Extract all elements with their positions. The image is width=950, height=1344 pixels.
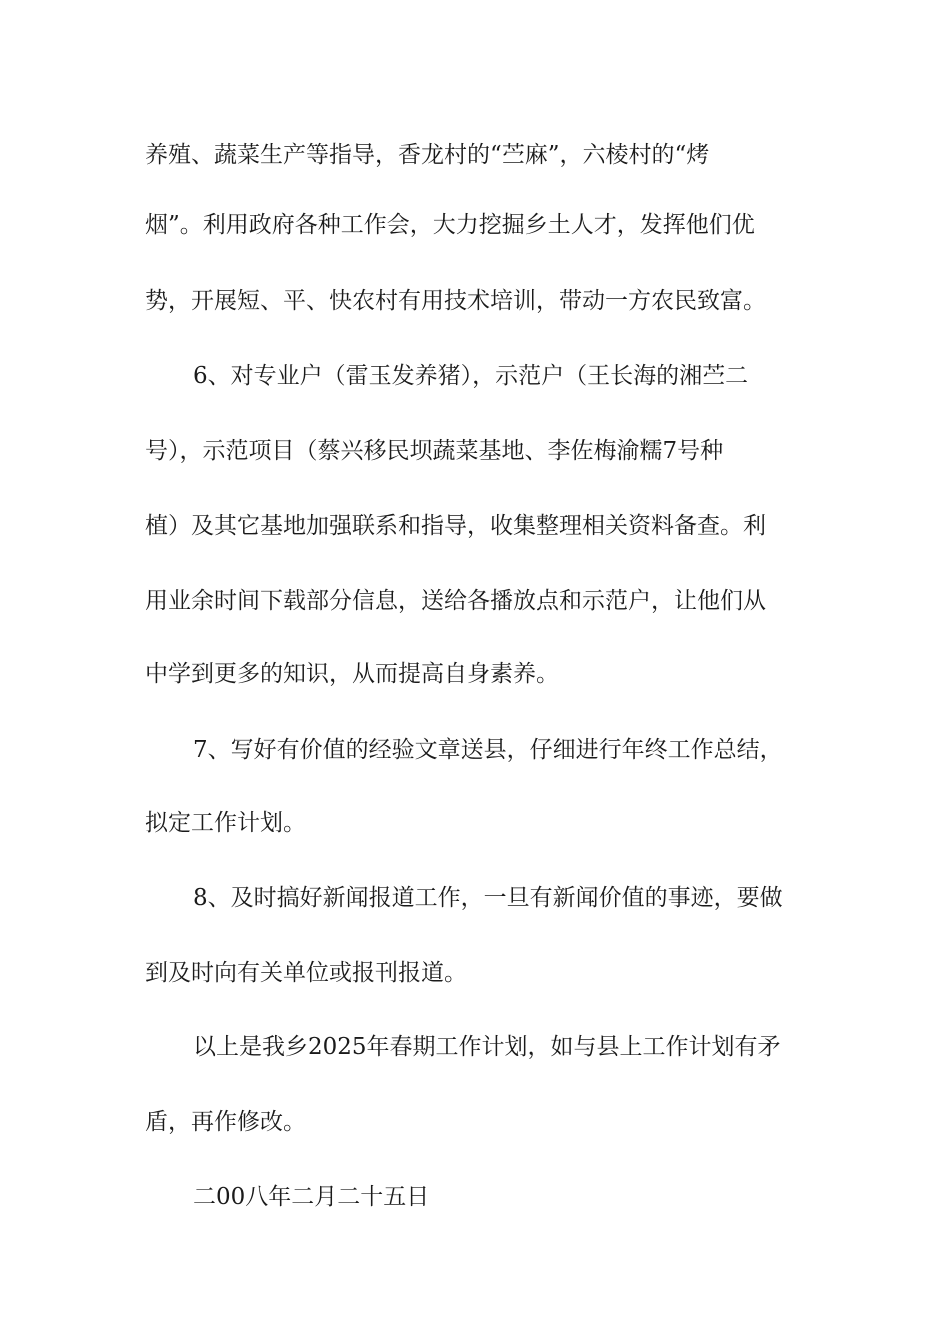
text-line: 养殖、蔬菜生产等指导，香龙村的“苎麻”，六棱村的“烤 — [145, 142, 710, 168]
text-line: 到及时向有关单位或报刊报道。 — [145, 960, 467, 986]
closing-paragraph-line: 以上是我乡2025年春期工作计划，如与县上工作计划有矛 — [193, 1034, 781, 1060]
paragraph-7-line: 7、写好有价值的经验文章送县，仔细进行年终工作总结， — [193, 737, 783, 763]
text-line: 用业余时间下载部分信息，送给各播放点和示范户，让他们从 — [145, 588, 766, 614]
text-line: 号），示范项目（蔡兴移民坝蔬菜基地、李佐梅渝糯7号种 — [145, 438, 724, 464]
text-line: 盾，再作修改。 — [145, 1109, 306, 1135]
text-line: 植）及其它基地加强联系和指导，收集整理相关资料备查。利 — [145, 513, 766, 539]
text-line: 势，开展短、平、快农村有用技术培训，带动一方农民致富。 — [145, 288, 766, 314]
text-line: 中学到更多的知识，从而提高自身素养。 — [145, 661, 559, 687]
paragraph-8-line: 8、及时搞好新闻报道工作，一旦有新闻价值的事迹，要做 — [193, 885, 783, 911]
document-date: 二00八年二月二十五日 — [193, 1184, 430, 1210]
text-line: 拟定工作计划。 — [145, 810, 306, 836]
text-line: 烟”。利用政府各种工作会，大力挖掘乡土人才，发挥他们优 — [145, 212, 755, 238]
paragraph-6-line: 6、对专业户（雷玉发养猪），示范户（王长海的湘苎二 — [193, 363, 749, 389]
